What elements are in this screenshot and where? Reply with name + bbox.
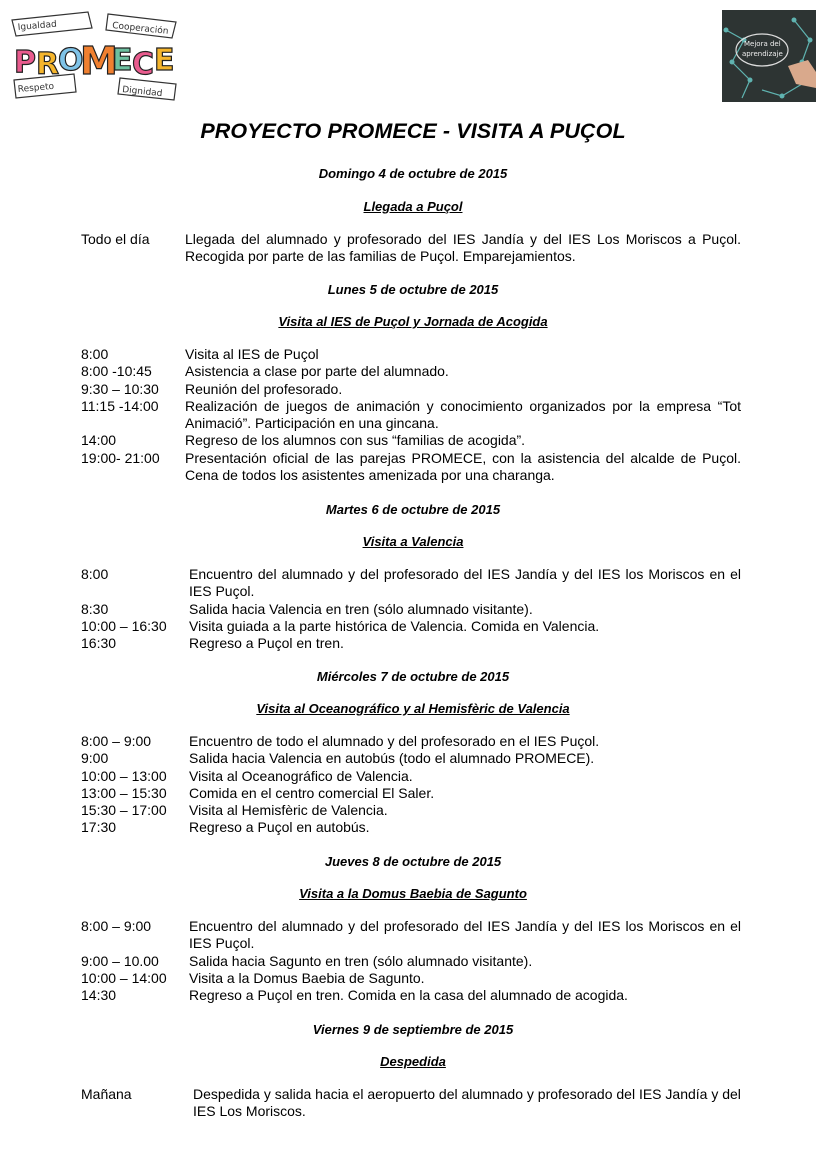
desc-cell: Realización de juegos de animación y conocimiento organizados por la empresa “Tot Animació”. Participación en una gincana.: [185, 397, 741, 432]
page-title: PROYECTO PROMECE - VISITA A PUÇOL: [200, 119, 626, 143]
time-cell: 8:30: [81, 600, 109, 617]
schedule-row: [81, 768, 741, 785]
desc-cell: Visita al Oceanográfico de Valencia.: [189, 767, 413, 784]
time-cell: 8:00 – 9:00: [81, 918, 152, 934]
schedule-row: [81, 987, 741, 1004]
time-cell: 16:30: [81, 635, 117, 652]
day-title: Martes 6 de octubre de 2015: [325, 502, 501, 517]
schedule-row: [81, 1086, 741, 1121]
desc-cell: Asistencia a clase por parte del alumnado.: [185, 363, 449, 380]
section-title: Visita a Valencia: [362, 534, 464, 549]
logo-letter-r: R: [36, 47, 60, 82]
chalkboard-photo: [722, 10, 816, 102]
desc-cell: Salida hacia Valencia en tren (sólo alumnado visitante).: [189, 600, 533, 617]
desc-cell: Visita al IES de Puçol: [185, 346, 319, 362]
schedule-row: [81, 785, 741, 802]
time-cell: 9:00 – 10.00: [81, 952, 159, 969]
desc-cell: Salida hacia Valencia en autobús (todo el alumnado PROMECE).: [189, 750, 595, 767]
logo-word-cooperacion: Cooperación: [111, 21, 169, 37]
logo-letter-e2: E: [154, 43, 175, 78]
logo-letter-o: O: [58, 43, 84, 78]
time-cell: Todo el día: [81, 231, 150, 247]
schedule-row: [81, 918, 741, 953]
day-title: Viernes 9 de septiembre de 2015: [312, 1022, 514, 1037]
logo-word-respeto: Respeto: [17, 81, 55, 95]
desc-cell: Comida en el centro comercial El Saler.: [189, 784, 435, 801]
time-cell: 8:00: [81, 346, 109, 362]
schedule-row: [81, 231, 741, 266]
desc-cell: Encuentro de todo el alumnado y del profesorado en el IES Puçol.: [189, 733, 600, 749]
logo-letter-e1: E: [112, 43, 133, 78]
time-cell: 11:15 -14:00: [81, 397, 159, 414]
day-title: Lunes 5 de octubre de 2015: [327, 282, 499, 297]
schedule-row: [81, 566, 741, 601]
entry-list: [81, 346, 741, 484]
logo-letter-p: P: [14, 45, 36, 80]
desc-cell: Llegada del alumnado y profesorado del IES Jandía y del IES Los Moriscos a Puçol. Recogida por parte de las familias de Puçol. Emparejamientos.: [185, 231, 741, 265]
desc-cell: Regreso a Puçol en tren. Comida en la casa del alumnado de acogida.: [189, 987, 628, 1004]
time-cell: 15:30 – 17:00: [81, 802, 167, 819]
entry-list: [81, 1086, 741, 1121]
time-cell: 8:00 -10:45: [81, 363, 152, 380]
entry-list: [81, 231, 741, 266]
desc-cell: Encuentro del alumnado y del profesorado del IES Jandía y del IES los Moriscos en el IES Puçol.: [189, 918, 741, 952]
day-title: Miércoles 7 de octubre de 2015: [316, 669, 510, 684]
time-cell: 13:00 – 15:30: [81, 784, 167, 801]
schedule-row: [81, 363, 741, 380]
desc-cell: Encuentro del alumnado y del profesorado del IES Jandía y del IES los Moriscos en el IES Puçol.: [189, 566, 741, 600]
time-cell: 10:00 – 14:00: [81, 969, 167, 986]
time-cell: 17:30: [81, 819, 117, 836]
photo-caption-1: Mejora del: [744, 40, 781, 48]
schedule-row: [81, 819, 741, 836]
time-cell: Mañana: [81, 1086, 132, 1102]
schedule-row: [81, 733, 741, 750]
time-cell: 8:00 – 9:00: [81, 733, 152, 749]
desc-cell: Visita al Hemisfèric de Valencia.: [189, 802, 388, 819]
desc-cell: Salida hacia Sagunto en tren (sólo alumnado visitante).: [189, 952, 533, 969]
desc-cell: Visita guiada a la parte histórica de Valencia. Comida en Valencia.: [189, 617, 600, 634]
desc-cell: Presentación oficial de las parejas PROMECE, con la asistencia del alcalde de Puçol. Cena de todos los asistentes amenizada por una charanga.: [185, 449, 741, 484]
schedule-row: [81, 398, 741, 433]
schedule-row: [81, 953, 741, 970]
section-title: Visita a la Domus Baebia de Sagunto: [299, 886, 527, 901]
section-title: Despedida: [380, 1054, 446, 1069]
schedule-row: [81, 802, 741, 819]
desc-cell: Regreso a Puçol en tren.: [189, 635, 344, 652]
logo-word-igualdad: Igualdad: [17, 19, 58, 33]
entry-list: [81, 566, 741, 652]
logo-word-dignidad: Dignidad: [121, 85, 163, 100]
schedule-row: [81, 618, 741, 635]
photo-caption-2: aprendizaje: [742, 50, 783, 58]
desc-cell: Visita a la Domus Baebia de Sagunto.: [189, 969, 425, 986]
logo-letter-c: C: [132, 47, 155, 82]
desc-cell: Regreso de los alumnos con sus “familias de acogida”.: [185, 432, 526, 449]
time-cell: 9:30 – 10:30: [81, 380, 159, 397]
time-cell: 8:00: [81, 566, 109, 582]
time-cell: 10:00 – 16:30: [81, 617, 167, 634]
time-cell: 14:30: [81, 987, 117, 1004]
schedule-row: [81, 346, 741, 363]
time-cell: 9:00: [81, 750, 109, 767]
schedule-row: [81, 381, 741, 398]
time-cell: 10:00 – 13:00: [81, 767, 167, 784]
time-cell: 19:00- 21:00: [81, 449, 160, 466]
entry-list: [81, 918, 741, 1004]
section-title: Visita al IES de Puçol y Jornada de Acogida: [278, 314, 548, 329]
schedule-row: [81, 450, 741, 485]
day-title: Domingo 4 de octubre de 2015: [318, 166, 508, 181]
desc-cell: Despedida y salida hacia el aeropuerto del alumnado y profesorado del IES Jandía y del IES Los Moriscos.: [193, 1086, 741, 1120]
schedule-row: [81, 601, 741, 618]
desc-cell: Reunión del profesorado.: [185, 380, 343, 397]
day-title: Jueves 8 de octubre de 2015: [324, 854, 502, 869]
schedule-row: [81, 432, 741, 449]
section-title: Llegada a Puçol: [363, 199, 463, 214]
logo-letter-m: M: [80, 39, 118, 83]
schedule-row: [81, 635, 741, 652]
schedule-row: [81, 750, 741, 767]
desc-cell: Regreso a Puçol en autobús.: [189, 819, 370, 836]
section-title: Visita al Oceanográfico y al Hemisfèric de Valencia: [256, 701, 570, 716]
schedule-row: [81, 970, 741, 987]
entry-list: [81, 733, 741, 837]
promece-logo: [8, 8, 180, 104]
time-cell: 14:00: [81, 432, 117, 449]
